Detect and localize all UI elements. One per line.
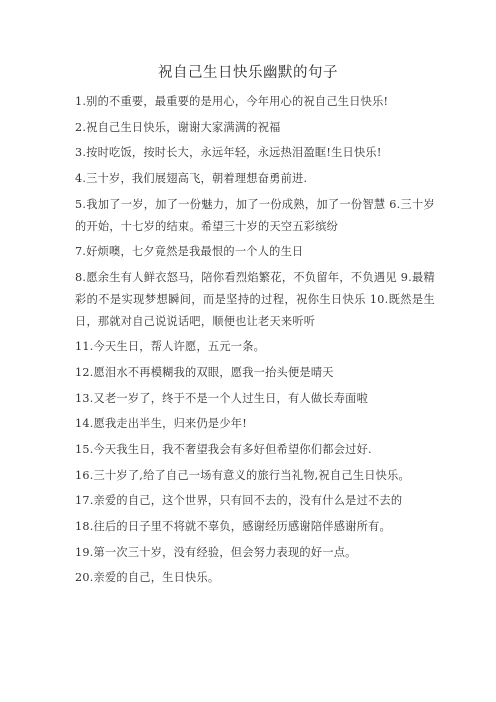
paragraph: 2.祝自己生日快乐，谢谢大家满满的祝福 — [75, 120, 281, 134]
paragraph: 11.今天生日，帮人许愿，五元一条。 — [75, 340, 266, 354]
paragraph: 7.好烦噢，七夕竟然是我最恨的一个人的生日 — [75, 245, 304, 259]
document-body — [75, 91, 435, 593]
paragraph: 1.别的不重要，最重要的是用心，今年用心的祝自己生日快乐! — [75, 95, 389, 108]
paragraph: 12.愿泪水不再模糊我的双眼，愿我一抬头便是晴天 — [75, 365, 334, 379]
paragraph: 8.愿余生有人鲜衣怒马，陪你看烈焰繁花，不负留年，不负遇见 9.最精彩的不是实现梦想瞬间，而是坚持的过程，祝你生日快乐 10.既然是生日，那就对自己说说话吧，顺便也让老天来听听 — [75, 270, 435, 328]
paragraph: 5.我加了一岁，加了一份魅力，加了一份成熟，加了一份智慧 6.三十岁的开始，十七岁的结束。希望三十岁的天空五彩缤纷 — [75, 197, 435, 233]
paragraph: 16.三十岁了,给了自己一场有意义的旅行当礼物,祝自己生日快乐。 — [75, 468, 410, 482]
paragraph: 17.亲爱的自己，这个世界，只有回不去的，没有什么是过不去的 — [75, 494, 403, 508]
paragraph: 14.愿我走出半生，归来仍是少年! — [75, 417, 247, 431]
paragraph: 19.第一次三十岁，没有经验，但会努力表现的好一点。 — [75, 545, 357, 559]
paragraph: 20.亲爱的自己，生日快乐。 — [75, 571, 220, 585]
paragraph: 13.又老一岁了，终于不是一个人过生日，有人做长寿面啦 — [75, 391, 369, 405]
paragraph: 3.按时吃饭，按时长大，永远年轻，永远热泪盈眶!生日快乐! — [75, 146, 382, 160]
paragraph: 18.往后的日子里不将就不辜负，感谢经历感谢陪伴感谢所有。 — [75, 520, 391, 534]
paragraph: 15.今天我生日，我不奢望我会有多好但希望你们都会过好. — [75, 442, 372, 456]
document-title: 祝自己生日快乐幽默的句子 — [158, 65, 338, 81]
paragraph: 4.三十岁，我们展翅高飞，朝着理想奋勇前进. — [75, 172, 308, 186]
